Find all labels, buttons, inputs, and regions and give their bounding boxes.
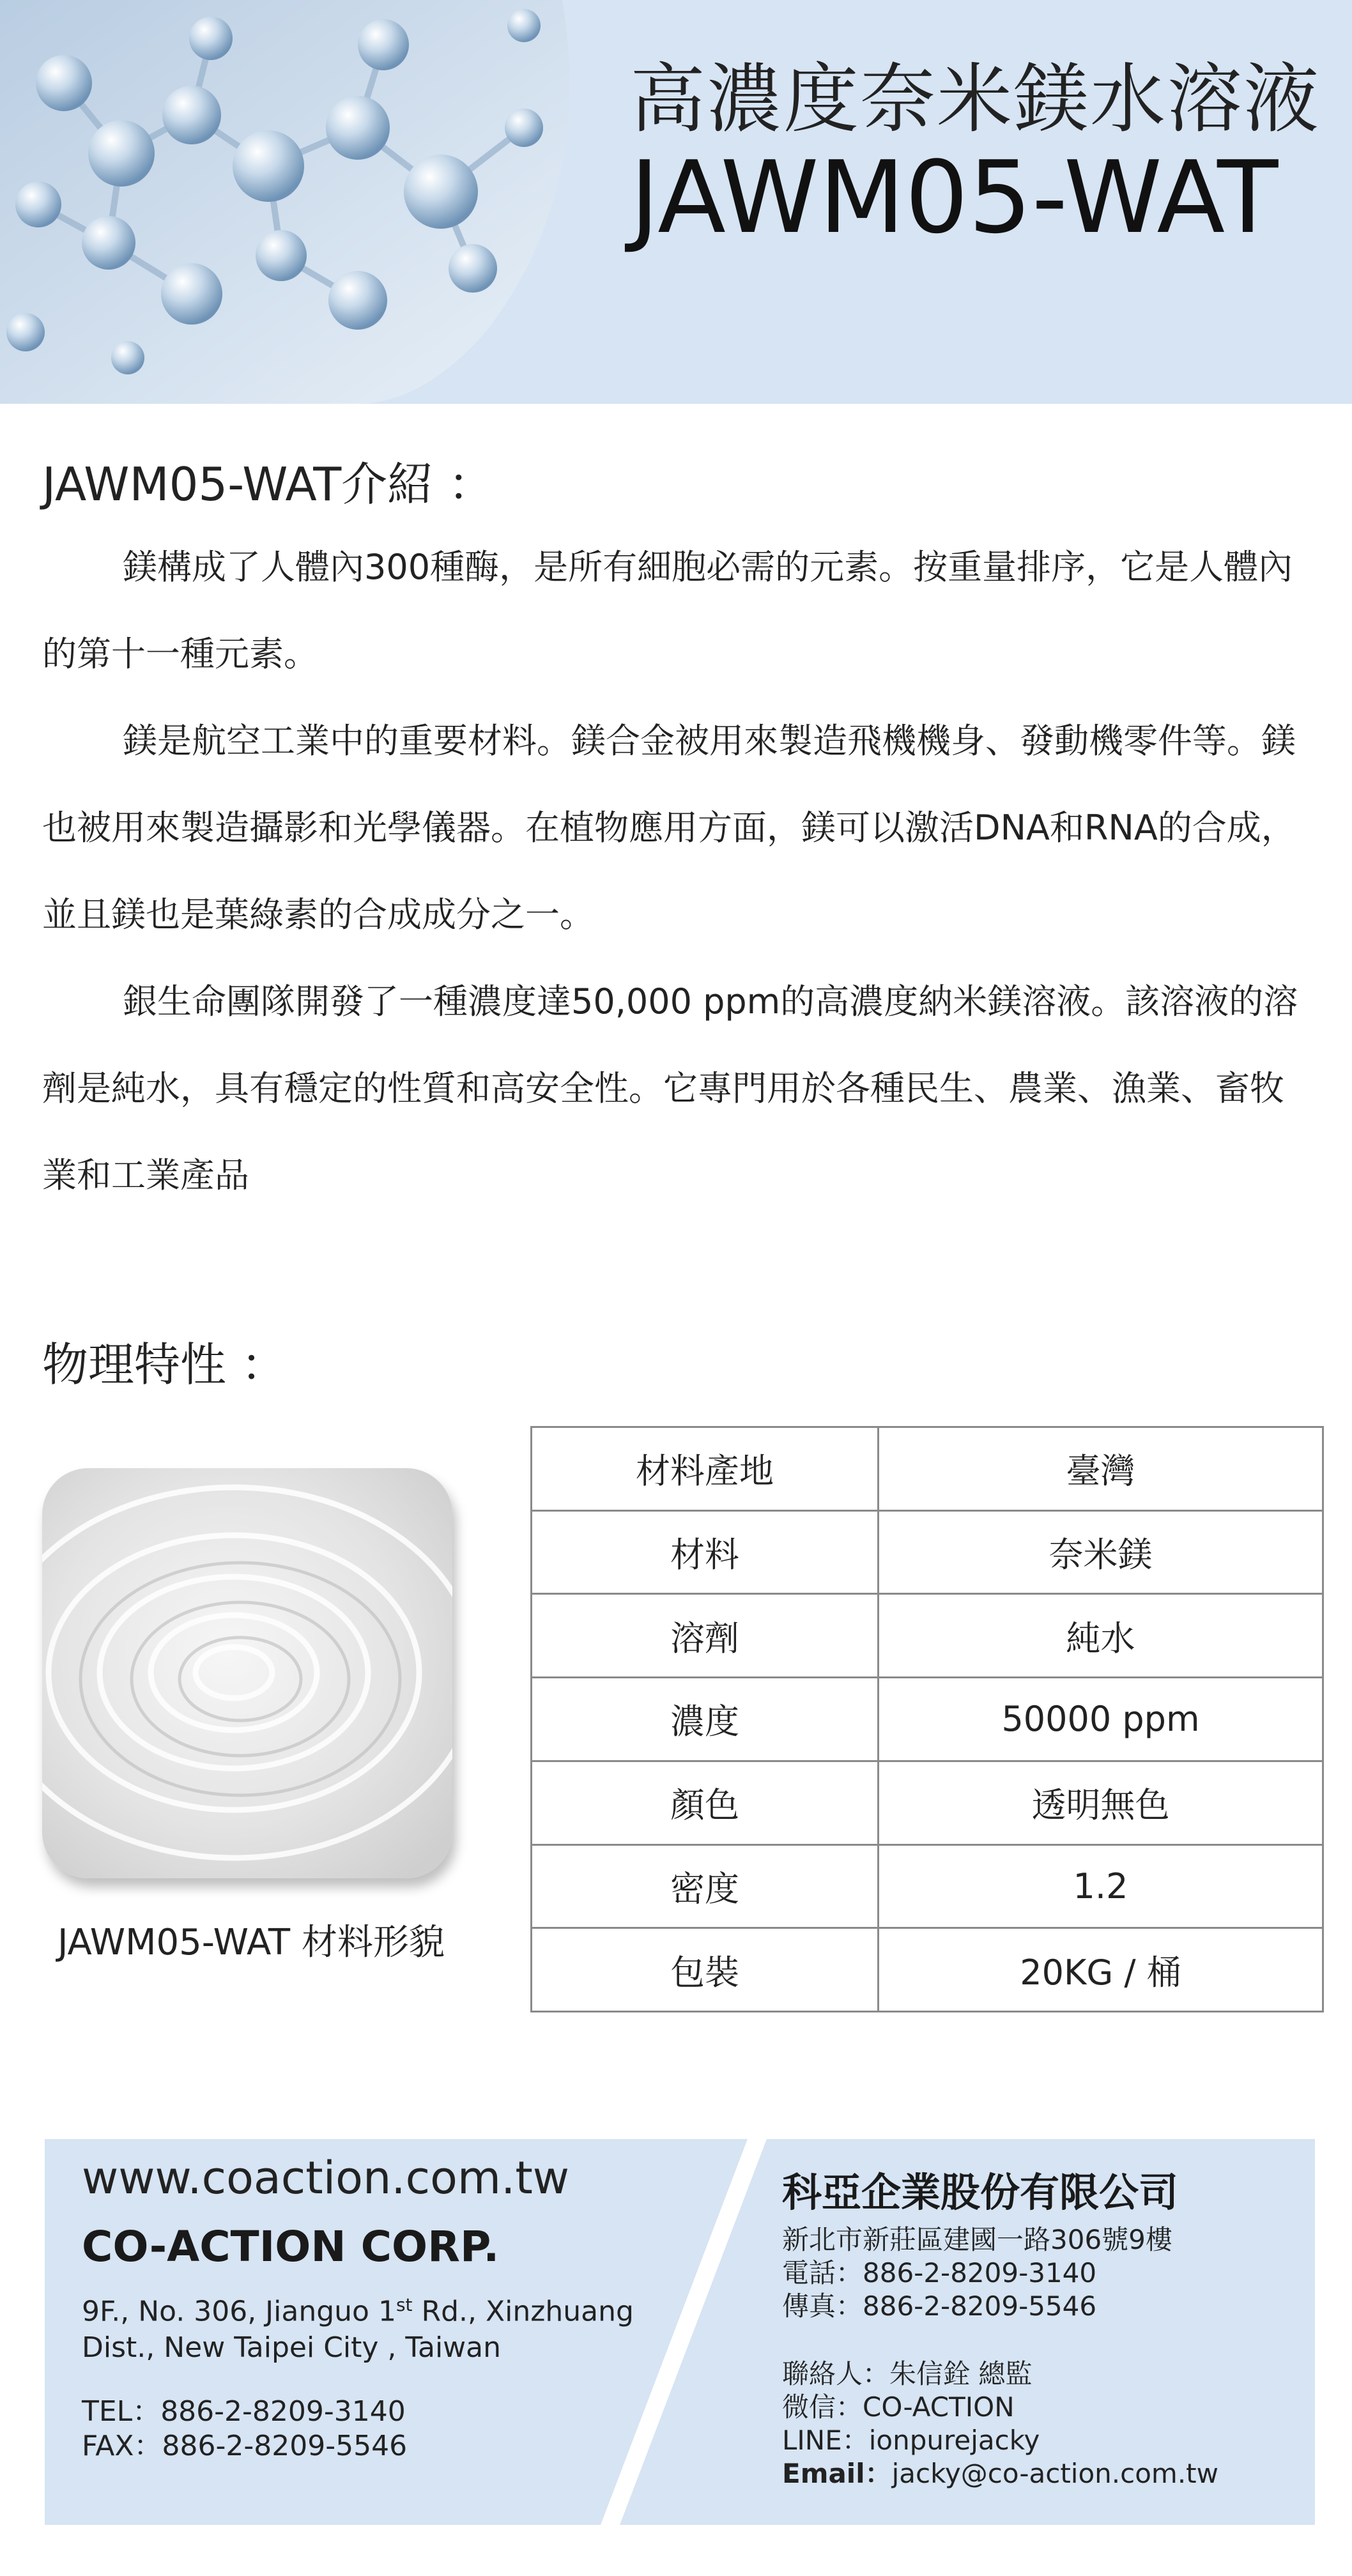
physical-heading: 物理特性 ： bbox=[42, 1338, 287, 1392]
address-part: 9F., No. 306, Jianguo 1 bbox=[82, 2295, 396, 2328]
email-label: Email： bbox=[782, 2458, 892, 2489]
property-value: 臺灣 bbox=[879, 1427, 1323, 1511]
property-key: 濃度 bbox=[532, 1678, 879, 1761]
email-line bbox=[782, 2457, 1218, 2490]
contact-footer bbox=[45, 2139, 1315, 2525]
property-key: 溶劑 bbox=[532, 1594, 879, 1678]
property-value: 50000 ppm bbox=[879, 1678, 1323, 1761]
corp-name-en: CO-ACTION CORP. bbox=[82, 2222, 500, 2271]
intro-body bbox=[42, 524, 1314, 1219]
molecule-illustration bbox=[0, 0, 594, 404]
email-link[interactable]: jacky@co-action.com.tw bbox=[891, 2458, 1218, 2489]
tel-cn: 電話：886-2-8209-3140 bbox=[782, 2257, 1097, 2288]
table-row bbox=[532, 1678, 1323, 1761]
address-en bbox=[82, 2287, 634, 2366]
fax-cn: 傳真：886-2-8209-5546 bbox=[782, 2290, 1097, 2322]
table-row bbox=[532, 1761, 1323, 1844]
intro-heading: JAWM05-WAT介紹 ： bbox=[42, 457, 495, 511]
contact-person: 聯絡人：朱信銓 總監 bbox=[782, 2358, 1033, 2389]
property-key: 顏色 bbox=[532, 1761, 879, 1844]
website-link[interactable]: www.coaction.com.tw bbox=[82, 2152, 570, 2204]
address-part: Rd., Xinzhuang bbox=[412, 2295, 634, 2328]
intro-paragraph-2: 鎂是航空工業中的重要材料。鎂合金被用來製造飛機機身、發動機零件等。鎂也被用來製造攝影和光學儀器。在植物應用方面，鎂可以激活DNA和RNA的合成，並且鎂也是葉綠素的合成成分之一。 bbox=[42, 721, 1296, 935]
table-row bbox=[532, 1594, 1323, 1678]
property-value: 透明無色 bbox=[879, 1761, 1323, 1844]
property-value: 20KG / 桶 bbox=[879, 1928, 1323, 2012]
intro-paragraph-3: 銀生命團隊開發了一種濃度達50,000 ppm的高濃度納米鎂溶液。該溶液的溶劑是純水，具有穩定的性質和高安全性。它專門用於各種民生、農業、漁業、畜牧業和工業產品 bbox=[42, 981, 1298, 1195]
property-key: 材料 bbox=[532, 1510, 879, 1594]
address-line-2: Dist., New Taipei City , Taiwan bbox=[82, 2331, 502, 2364]
water-ripple-image bbox=[42, 1468, 452, 1878]
table-row bbox=[532, 1427, 1323, 1511]
property-value: 1.2 bbox=[879, 1844, 1323, 1928]
property-value: 純水 bbox=[879, 1594, 1323, 1678]
company-name-cn: 科亞企業股份有限公司 bbox=[782, 2169, 1179, 2216]
line-id: LINE：ionpurejacky bbox=[782, 2425, 1040, 2456]
property-key: 包裝 bbox=[532, 1928, 879, 2012]
table-row bbox=[532, 1928, 1323, 2012]
property-value: 奈米鎂 bbox=[879, 1510, 1323, 1594]
fax-en: FAX：886-2-8209-5546 bbox=[82, 2430, 408, 2462]
header-banner bbox=[0, 0, 1352, 404]
property-key: 材料產地 bbox=[532, 1427, 879, 1511]
table-row bbox=[532, 1844, 1323, 1928]
material-photo bbox=[42, 1468, 452, 1878]
contact-info bbox=[782, 2358, 1218, 2490]
wechat-id: 微信：CO-ACTION bbox=[782, 2391, 1015, 2423]
property-key: 密度 bbox=[532, 1844, 879, 1928]
phone-fax-en bbox=[82, 2395, 407, 2464]
company-info-cn bbox=[782, 2223, 1172, 2323]
tel-en: TEL：886-2-8209-3140 bbox=[82, 2395, 406, 2428]
physical-properties-table bbox=[530, 1426, 1324, 2012]
material-photo-caption: JAWM05-WAT 材料形貌 bbox=[58, 1922, 445, 1963]
address-superscript: st bbox=[396, 2294, 413, 2315]
address-cn: 新北市新莊區建國一路306號9樓 bbox=[782, 2224, 1172, 2255]
product-title-cn: 高濃度奈米鎂水溶液 bbox=[630, 55, 1321, 143]
intro-paragraph-1: 鎂構成了人體內300種酶，是所有細胞必需的元素。按重量排序，它是人體內的第十一種元素。 bbox=[42, 547, 1293, 674]
table-row bbox=[532, 1510, 1323, 1594]
product-title-en: JAWM05-WAT bbox=[630, 139, 1279, 256]
